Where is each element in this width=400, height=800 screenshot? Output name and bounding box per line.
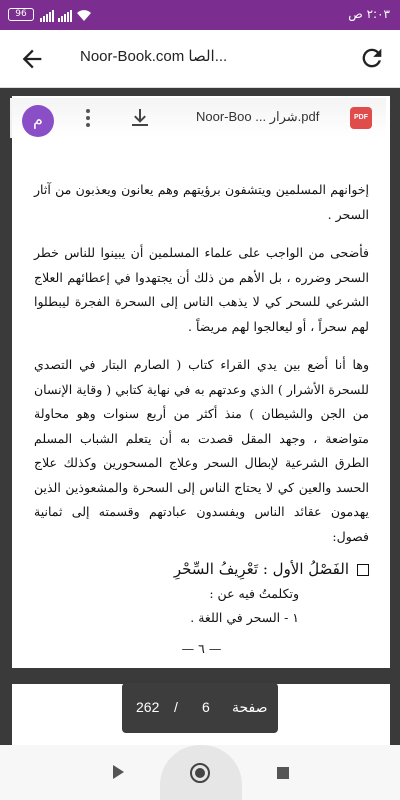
checkbox-square-icon bbox=[357, 564, 369, 576]
home-icon[interactable] bbox=[190, 763, 210, 783]
total-pages: 262 bbox=[136, 699, 160, 715]
paragraph: وها أنا أضع بين يدي القراء كتاب ( الصارم البتار في التصدي للسحرة الأشرار ) الذي وعدتهم به في نهاية كتابي ( وقاية الإنسان من الجن والشيطان ) منذ أكثر من أربع سنوات وهو محاولة متواضعة ، وجهد المقل قصدت به أن يتعلم الشباب المسلم الطرق الشرعية لإبطال السحر وعلاج المسحورين وكذلك علاج الحسد والعين كي لا يحتاج الناس إلى السحرة والمشعوذين الذين يهدمون عقائد الناس ويفسدون عبادتهم وقسمته إلى ثمانية فصول: bbox=[34, 357, 369, 544]
play-icon[interactable] bbox=[113, 765, 124, 779]
stop-icon[interactable] bbox=[277, 767, 289, 779]
clock-time: ٢:٠٣ ص bbox=[348, 7, 390, 21]
page-indicator bbox=[122, 683, 278, 733]
paragraph: إخوانهم المسلمين ويتشفون برؤيتهم وهم يعانون ويعذبون من آثار السحر . bbox=[34, 182, 369, 222]
page-label: صفحة bbox=[232, 699, 268, 715]
signal-bars-icon bbox=[58, 10, 72, 22]
download-icon[interactable] bbox=[128, 106, 152, 130]
paragraph: فأضحى من الواجب على علماء المسلمين أن يبينوا للناس خطر السحر وضرره ، بل الأهم من ذلك أن يجتهدوا في إعطائهم العلاج الشرعي للسحر كي لا يذهب الناس إلى السحرة الفجرة ليبطلوا لهم سحراً ، أو ليعالجوا لهم مريضاً . bbox=[34, 245, 369, 334]
document-name: Noor-Boo ... شرار.pdf bbox=[196, 109, 320, 124]
battery-icon: 96 bbox=[8, 8, 34, 21]
page-title: Noor-Book.com الصا... bbox=[80, 48, 228, 65]
wifi-icon bbox=[76, 9, 92, 22]
page-separator: / bbox=[174, 699, 178, 715]
page-number: — ٦ — bbox=[181, 640, 222, 656]
avatar[interactable]: م bbox=[22, 105, 54, 137]
page-text bbox=[34, 178, 369, 661]
more-options-icon[interactable] bbox=[82, 107, 94, 131]
current-page: 6 bbox=[202, 699, 210, 715]
sub-item: ١ - السحر في اللغة . bbox=[190, 610, 299, 625]
system-nav-bar bbox=[0, 745, 400, 800]
pdf-viewer[interactable] bbox=[0, 88, 400, 745]
status-bar bbox=[0, 0, 400, 30]
back-arrow-icon[interactable] bbox=[18, 45, 46, 73]
pdf-page bbox=[12, 96, 390, 668]
signal-indicators bbox=[40, 8, 92, 22]
sub-intro: وتكلمتُ فيه عن : bbox=[209, 585, 299, 601]
browser-app-bar bbox=[0, 30, 400, 88]
pdf-toolbar bbox=[10, 98, 386, 138]
pdf-file-icon: PDF bbox=[350, 107, 372, 129]
signal-bars-icon bbox=[40, 10, 54, 22]
chapter-heading: الفَصْلُ الأول : تَعْرِيفُ السِّحْرِ bbox=[34, 557, 369, 582]
reload-icon[interactable] bbox=[358, 44, 386, 72]
